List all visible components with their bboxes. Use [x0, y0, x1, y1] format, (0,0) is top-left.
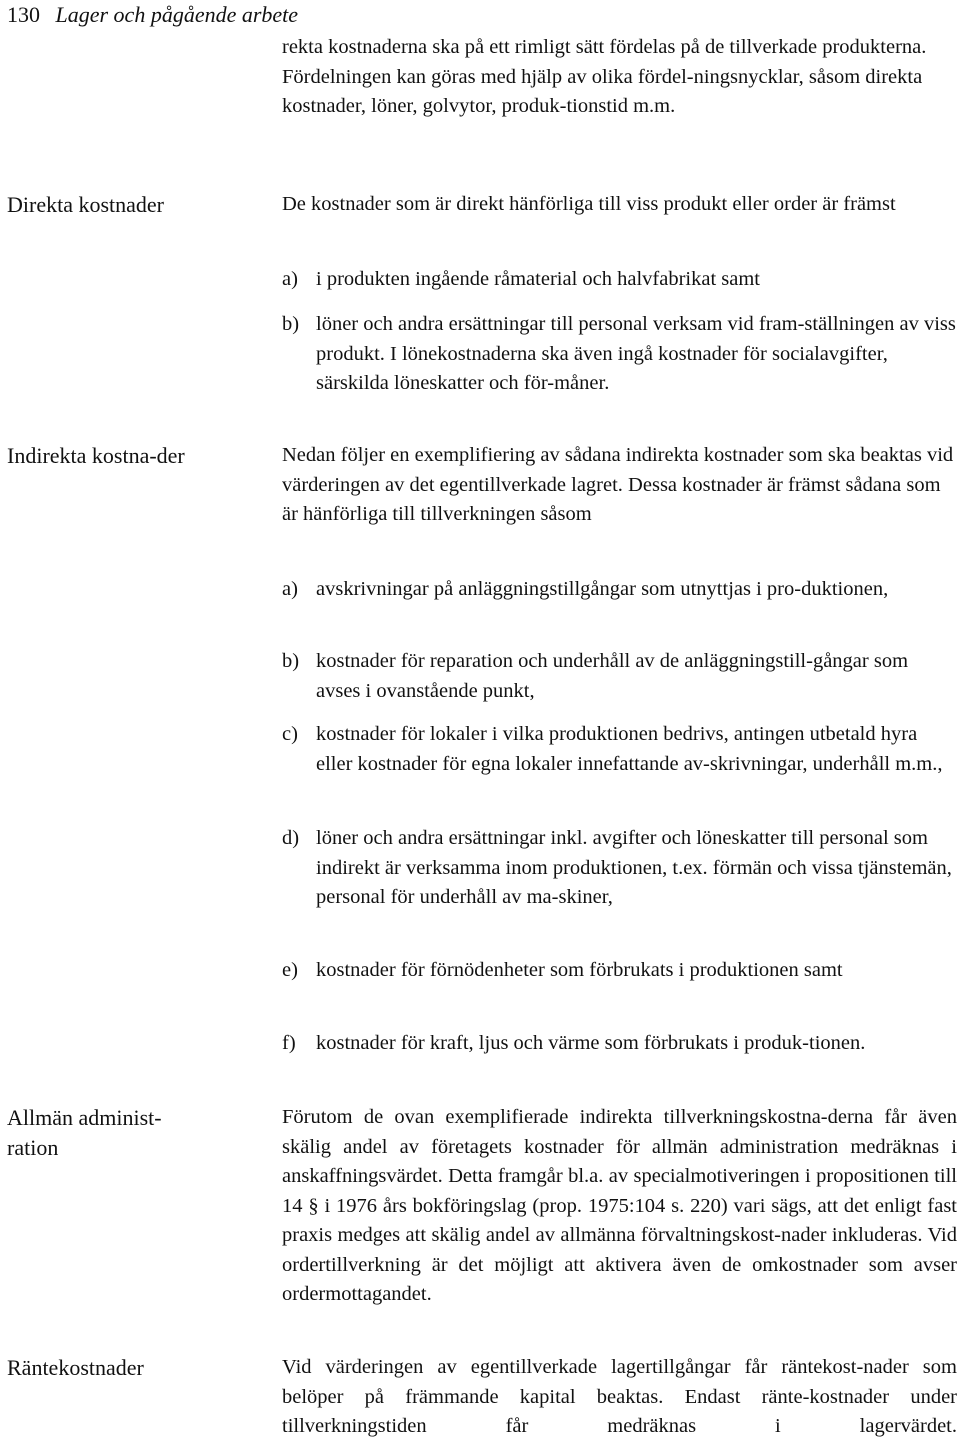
- margin-note-indirekta: Indirekta kostna-der: [7, 443, 185, 468]
- list-marker: f): [282, 1032, 296, 1054]
- list-item-text: kostnader för lokaler i vilka produktionen bedrivs, antingen utbetald hyra eller kostnader för egna lokaler innefattande av-skrivningar, underhåll m.m.,: [316, 723, 943, 775]
- indirekta-item-b: [282, 647, 957, 706]
- indirekta-item-e: [282, 956, 957, 986]
- list-marker: c): [282, 723, 298, 745]
- list-item-text: löner och andra ersättningar till personal verksam vid fram-ställningen av viss produkt. I lönekostnaderna ska även ingå kostnader för socialavgifter, särskilda löneskatter och för-måner.: [316, 313, 956, 394]
- list-marker: b): [282, 650, 300, 672]
- list-marker: e): [282, 959, 298, 981]
- margin-note-ranta: Räntekostnader: [7, 1355, 144, 1380]
- indirekta-lead: Nedan följer en exemplifiering av sådana indirekta kostnader som ska beaktas vid värderingen av det egentillverkade lagret. Dessa kostnader är främst sådana som är hänförliga till tillverkningen såsom: [282, 444, 954, 525]
- list-item-text: kostnader för kraft, ljus och värme som förbrukats i produk-tionen.: [316, 1032, 866, 1054]
- list-marker: a): [282, 578, 298, 600]
- page-number: 130: [7, 2, 40, 27]
- list-marker: b): [282, 313, 300, 335]
- list-marker: a): [282, 268, 298, 290]
- ranta-paragraph: Vid värderingen av egentillverkade lagertillgångar får räntekost-nader som belöper på främmande kapital beaktas. Endast ränte-kostnader under tillverkningstiden får medräknas i lagervärdet.: [282, 1356, 957, 1437]
- list-item-text: kostnader för reparation och underhåll av de anläggningstill-gångar som avses i ovanstående punkt,: [316, 650, 909, 702]
- margin-note-allman: Allmän administ-ration: [7, 1105, 162, 1160]
- list-item-text: kostnader för förnödenheter som förbrukats i produktionen samt: [316, 959, 843, 981]
- list-item-text: löner och andra ersättningar inkl. avgifter och löneskatter till personal som indirekt är verksamma inom produktionen, t.ex. förmän och vissa tjänstemän, personal för underhåll av ma-skiner,: [316, 827, 952, 908]
- intro-paragraph: rekta kostnaderna ska på ett rimligt sätt fördelas på de tillverkade produkterna. Fördelningen kan göras med hjälp av olika fördel-ningsnycklar, såsom direkta kostnader, löner, golvytor, produk-tionstid m.m.: [282, 36, 927, 117]
- allman-paragraph: Förutom de ovan exemplifierade indirekta tillverkningskostna-derna får även skälig andel av företagets kostnader för allmän administration medräknas i anskaffningsvärdet. Detta framgår bl.a. av specialmotiveringen i propositionen till 14 § i 1976 års bokföringslag (prop. 1975:104 s. 220) vari sägs, att det enligt fast praxis medges att skälig andel av allmänna förvaltningskost-nader inkluderas. Vid ordertillverkning är det möjligt att aktivera även de omkostnader som avser ordermottagandet.: [282, 1106, 957, 1305]
- list-item-text: avskrivningar på anläggningstillgångar som utnyttjas i pro-duktionen,: [316, 578, 889, 600]
- list-item-text: i produkten ingående råmaterial och halvfabrikat samt: [316, 268, 760, 290]
- list-marker: d): [282, 827, 300, 849]
- direkta-item-a: [282, 265, 957, 295]
- indirekta-item-a: [282, 575, 957, 605]
- direkta-item-b: [282, 310, 957, 399]
- running-header: [7, 2, 298, 28]
- indirekta-item-c: [282, 720, 957, 779]
- indirekta-item-f: [282, 1029, 957, 1059]
- running-title: Lager och pågående arbete: [55, 2, 299, 27]
- margin-note-direkta: Direkta kostnader: [7, 192, 164, 217]
- direkta-lead: De kostnader som är direkt hänförliga till viss produkt eller order är främst: [282, 193, 896, 215]
- indirekta-item-d: [282, 824, 957, 913]
